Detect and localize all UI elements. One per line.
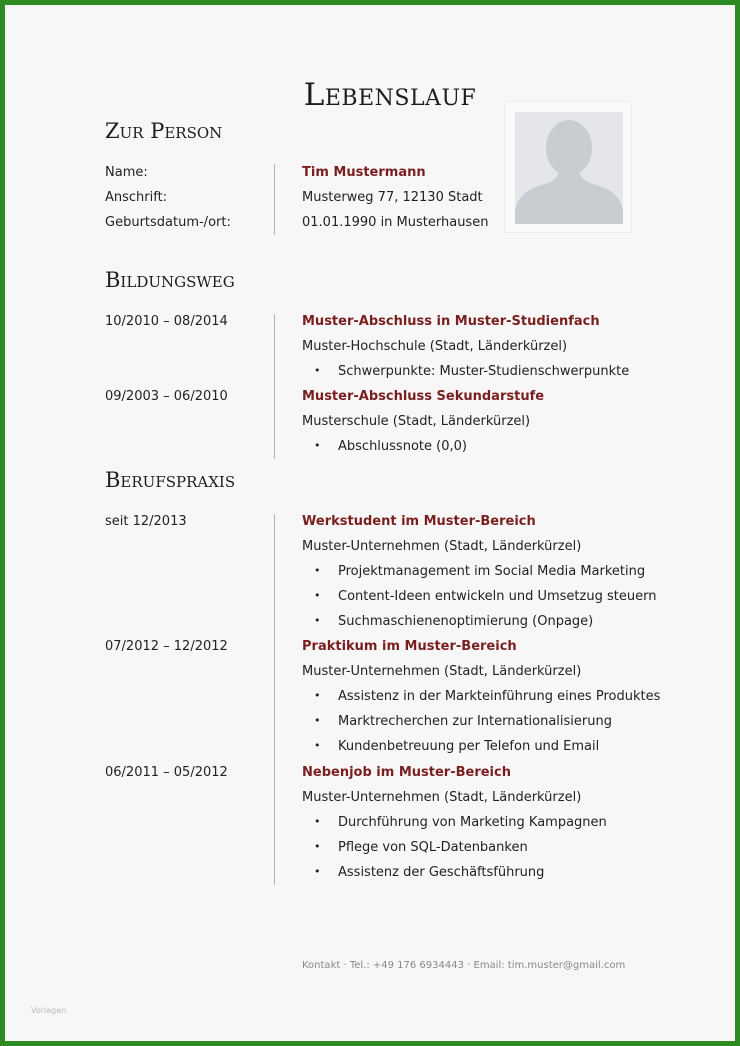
field-label: Geburtsdatum-/ort:	[105, 215, 231, 230]
entry-date: 07/2012 – 12/2012	[105, 639, 228, 654]
entry-title: Praktikum im Muster-Bereich	[302, 639, 517, 654]
entry-institution: Muster-Hochschule (Stadt, Länderkürzel)	[302, 339, 568, 354]
entry-date: 10/2010 – 08/2014	[105, 314, 228, 329]
bullet-marker: •	[314, 865, 321, 878]
list-item-text: Suchmaschienenoptimierung (Onpage)	[338, 614, 594, 629]
list-item-text: Abschlussnote (0,0)	[338, 439, 467, 454]
divider-education	[274, 314, 275, 459]
divider-experience	[274, 514, 275, 885]
contact-footer: Kontakt · Tel.: +49 176 6934443 · Email: tim.muster@gmail.com	[302, 960, 626, 971]
entry-date: 09/2003 – 06/2010	[105, 389, 228, 404]
watermark: Vorlagen	[31, 1006, 67, 1015]
entry-company: Muster-Unternehmen (Stadt, Länderkürzel)	[302, 539, 582, 554]
entry-title: Werkstudent im Muster-Bereich	[302, 514, 536, 529]
entry-company: Muster-Unternehmen (Stadt, Länderkürzel)	[302, 790, 582, 805]
entry-title: Muster-Abschluss in Muster-Studienfach	[302, 314, 600, 329]
entry-title: Muster-Abschluss Sekundarstufe	[302, 389, 545, 404]
section-heading-experience: Berufspraxis	[105, 468, 236, 492]
bullet-marker: •	[314, 589, 321, 602]
bullet-marker: •	[314, 739, 321, 752]
bullet-marker: •	[314, 714, 321, 727]
entry-company: Muster-Unternehmen (Stadt, Länderkürzel)	[302, 664, 582, 679]
document-title: Lebenslauf	[303, 77, 477, 113]
person-silhouette-icon	[515, 112, 623, 224]
bullet-marker: •	[314, 840, 321, 853]
list-item-text: Kundenbetreuung per Telefon und Email	[338, 739, 600, 754]
section-heading-education: Bildungsweg	[105, 268, 235, 292]
entry-title: Nebenjob im Muster-Bereich	[302, 765, 511, 780]
bullet-marker: •	[314, 689, 321, 702]
entry-institution: Musterschule (Stadt, Länderkürzel)	[302, 414, 531, 429]
field-value-address: Musterweg 77, 12130 Stadt	[302, 190, 483, 205]
bullet-marker: •	[314, 815, 321, 828]
profile-photo	[504, 101, 632, 233]
entry-date: 06/2011 – 05/2012	[105, 765, 228, 780]
field-label: Anschrift:	[105, 190, 168, 205]
entry-date: seit 12/2013	[105, 514, 187, 529]
bullet-marker: •	[314, 564, 321, 577]
list-item-text: Assistenz in der Markteinführung eines Produktes	[338, 689, 661, 704]
list-item-text: Durchführung von Marketing Kampagnen	[338, 815, 607, 830]
list-item-text: Schwerpunkte: Muster-Studienschwerpunkte	[338, 364, 630, 379]
list-item-text: Pflege von SQL-Datenbanken	[338, 840, 528, 855]
list-item-text: Assistenz der Geschäftsführung	[338, 865, 545, 880]
bullet-marker: •	[314, 614, 321, 627]
list-item-text: Projektmanagement im Social Media Marketing	[338, 564, 646, 579]
field-value-birth: 01.01.1990 in Musterhausen	[302, 215, 489, 230]
field-value-name: Tim Mustermann	[302, 165, 426, 180]
bullet-marker: •	[314, 439, 321, 452]
bullet-marker: •	[314, 364, 321, 377]
section-heading-person: Zur Person	[105, 119, 223, 143]
divider-person	[274, 164, 275, 235]
list-item-text: Marktrecherchen zur Internationalisierung	[338, 714, 612, 729]
list-item-text: Content-Ideen entwickeln und Umsetzug steuern	[338, 589, 657, 604]
field-label: Name:	[105, 165, 148, 180]
